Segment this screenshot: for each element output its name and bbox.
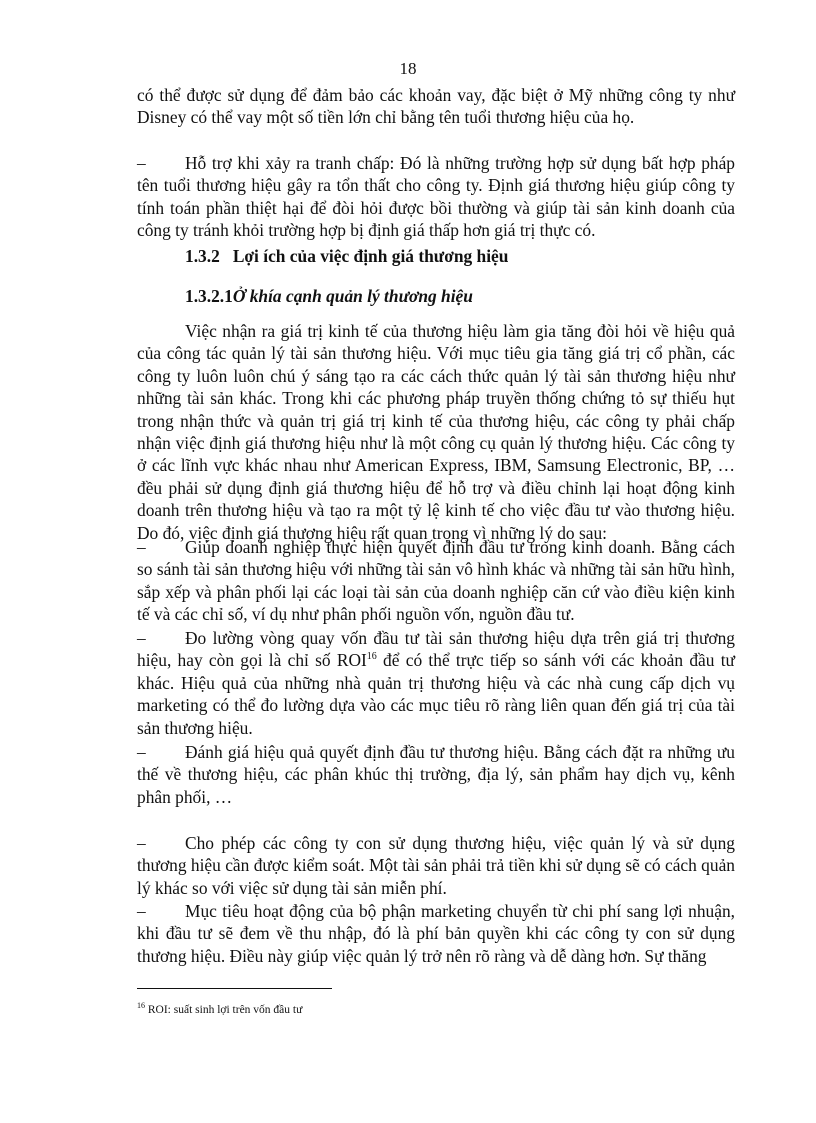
bullet-dash: – [137,833,146,853]
footnote [137,1003,302,1017]
paragraph-roi-text: Đo lường vòng quay vốn đầu tư tài sản thương hiệu dựa trên giá trị thương hiệu, hay còn gọi là chỉ số ROI [137,628,735,671]
paragraph-evaluate-investment [137,741,735,808]
heading-number: 1.3.2.1 [185,286,233,306]
paragraph-brand-management: Việc nhận ra giá trị kinh tế của thương hiệu làm gia tăng đòi hỏi về hiệu quả của công tác quản lý tài sản thương hiệu. Với mục tiêu gia tăng giá trị cổ phần, các công ty luôn luôn chú ý sáng tạo ra các cách thức quản lý tài sản thương hiệu như những tài sản khác. Trong khi các phương pháp truyền thống chứng tỏ sự thiếu hụt trong nhận thức và quản trị giá trị kinh tế của thương hiệu, các công ty phải chấp nhận việc định giá thương hiệu như là một công cụ quản lý thương hiệu. Các công ty ở các lĩnh vực khác nhau như American Express, IBM, Samsung Electronic, BP, … đều phải sử dụng định giá thương hiệu để hỗ trợ và điều chỉnh lại hoạt động kinh doanh trên thương hiệu và tạo ra một tỷ lệ kinh tế cho việc đầu tư vào thương hiệu. Do đó, việc định giá thương hiệu rất quan trọng vì những lý do sau: [137,321,735,543]
bullet-dash: – [137,742,146,762]
paragraph-dispute-text: Hỗ trợ khi xảy ra tranh chấp: Đó là những trường hợp sử dụng bất hợp pháp tên tuổi thương hiệu gây ra tổn thất cho công ty. Định giá thương hiệu giúp công ty tính toán phần thiệt hại để đòi hỏi được bồi thường và giúp tài sản kinh doanh của công ty tránh khỏi trường hợp bị định giá thấp hơn giá trị thực có. [137,153,735,241]
footnote-reference: 16 [366,651,377,663]
footnote-separator [137,988,332,989]
bullet-dash: – [137,537,146,557]
footnote-text: ROI: suất sinh lợi trên vốn đầu tư [145,1004,303,1016]
paragraph-roi-text-cont: để có thể trực tiếp so sánh với các khoản đầu tư khác. Hiệu quả của những nhà quản trị thương hiệu và các nhà cung cấp dịch vụ marketing có thể đo lường dựa vào các mục tiêu rõ ràng liên quan đến giá trị của tài sản thương hiệu. [137,650,735,738]
paragraph-loan: có thể được sử dụng để đảm bảo các khoản vay, đặc biệt ở Mỹ những công ty như Disney có thể vay một số tiền lớn chỉ bằng tên tuổi thương hiệu của họ. [137,85,735,128]
paragraph-roi [137,627,735,739]
bullet-dash: – [137,901,146,921]
footnote-number: 16 [137,1001,145,1011]
paragraph-evaluate-investment-text: Đánh giá hiệu quả quyết định đầu tư thương hiệu. Bằng cách đặt ra những ưu thế về thương hiệu, các phân khúc thị trường, địa lý, sản phẩm hay dịch vụ, kênh phân phối, … [137,742,735,807]
paragraph-marketing-goal [137,900,735,967]
section-heading-1-3-2-1 [185,285,473,307]
paragraph-subsidiaries-text: Cho phép các công ty con sử dụng thương hiệu, việc quản lý và sử dụng thương hiệu cần được kiểm soát. Một tài sản phải trả tiền khi sử dụng sẽ có cách quản lý khác so với việc sử dụng tài sản miễn phí. [137,833,735,898]
bullet-dash: – [137,628,146,648]
bullet-dash: – [137,153,146,173]
section-heading-1-3-2: 1.3.2 Lợi ích của việc định giá thương hiệu [185,246,509,266]
page-number: 18 [399,59,417,78]
paragraph-dispute [137,152,735,242]
paragraph-marketing-goal-text: Mục tiêu hoạt động của bộ phận marketing chuyển từ chi phí sang lợi nhuận, khi đầu tư sẽ đem về thu nhập, đó là phí bản quyền khi các công ty con sử dụng thương hiệu. Điều này giúp việc quản lý trở nên rõ ràng và dễ dàng hơn. Sự thăng [137,901,735,966]
paragraph-subsidiaries [137,832,735,899]
paragraph-investment-decision-text: Giúp doanh nghiệp thực hiện quyết định đầu tư trong kinh doanh. Bằng cách so sánh tài sản thương hiệu với những tài sản vô hình khác và những tài sản hữu hình, sắp xếp và phân phối lại các loại tài sản của doanh nghiệp căn cứ vào điều kiện kinh tế và các chỉ số, ví dụ như phân phối nguồn vốn, nguồn đầu tư. [137,537,735,625]
heading-title: Ở khía cạnh quản lý thương hiệu [232,286,473,306]
paragraph-investment-decision [137,536,735,626]
